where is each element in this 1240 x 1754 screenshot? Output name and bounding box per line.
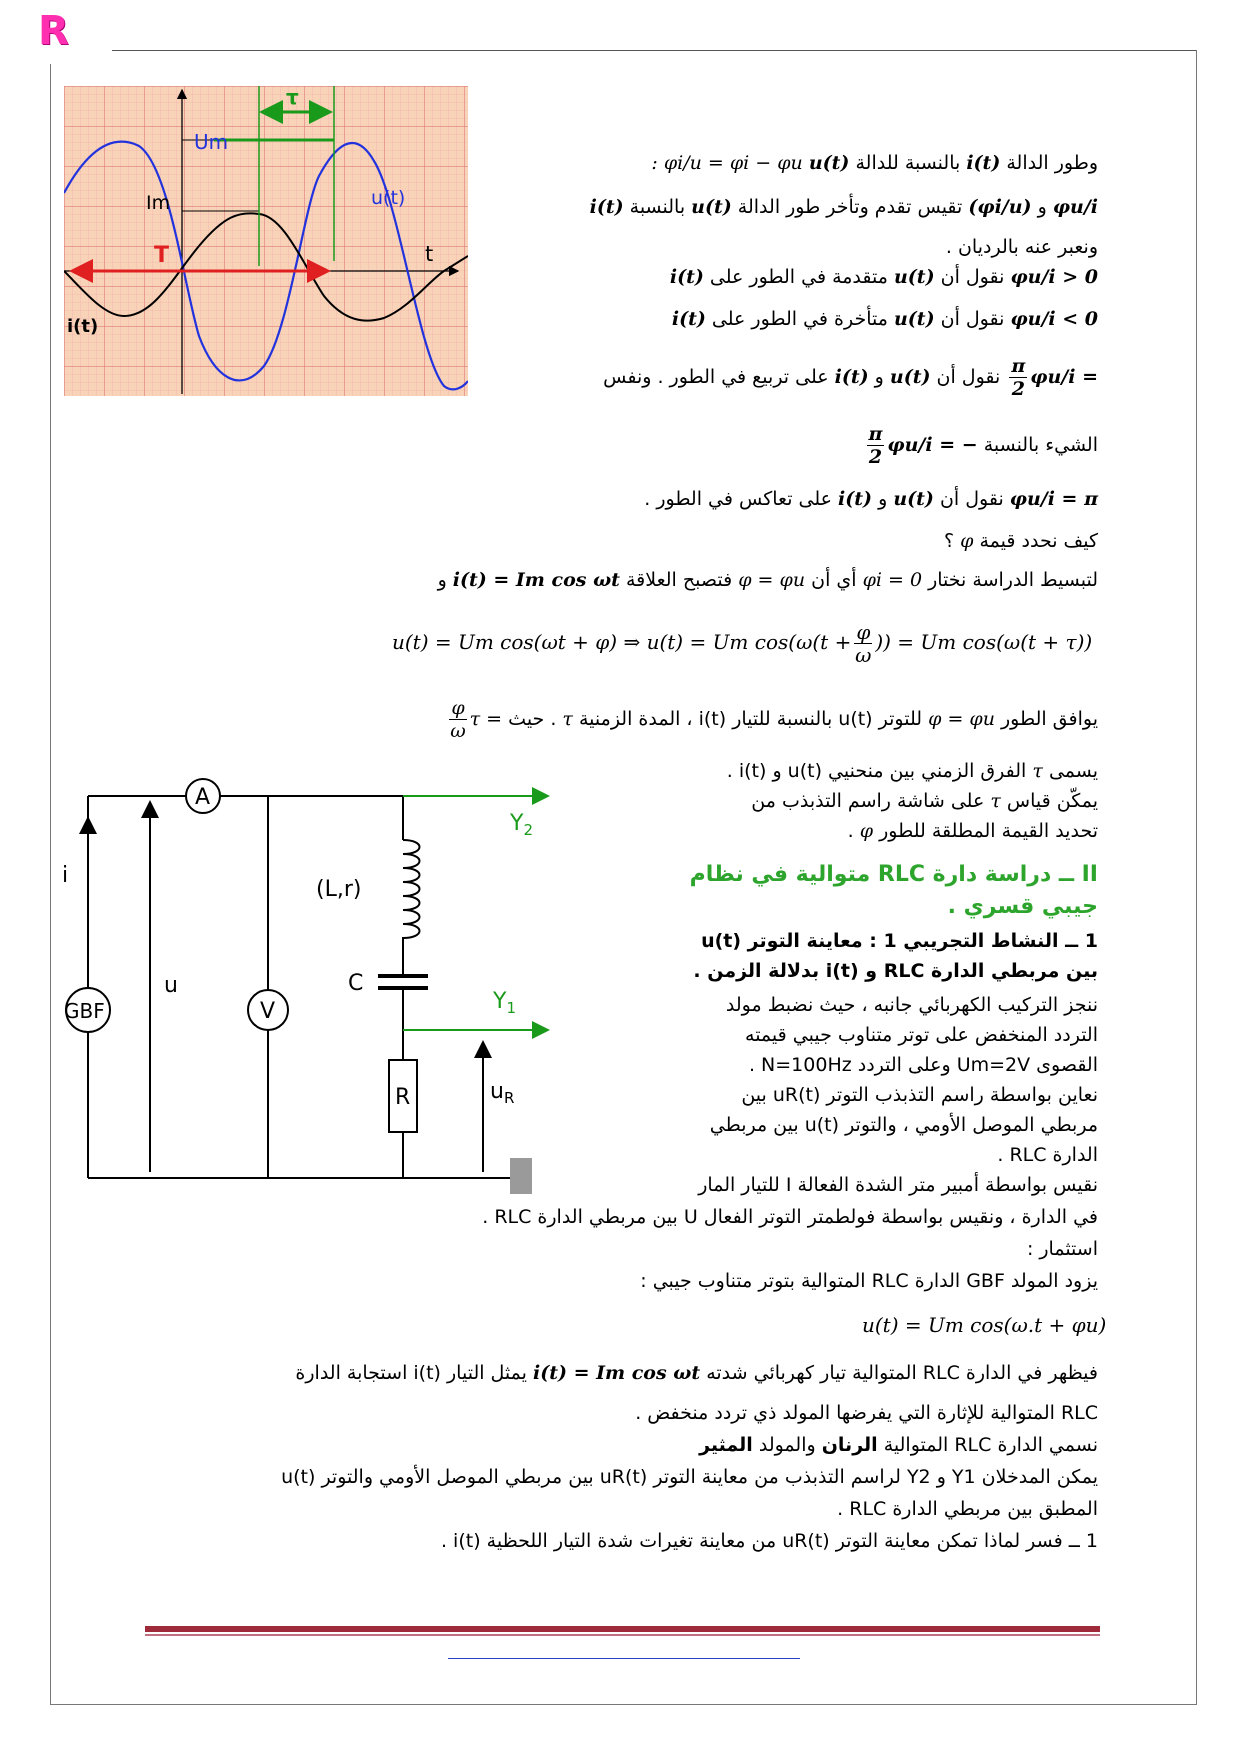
l6-say: نقول أن — [936, 366, 1001, 388]
para-line-12: RLC المتوالية للإثارة التي يفرضها المولد ذي تردد منخفض . — [635, 1402, 1098, 1424]
activity-heading-cont: بين مربطي الدارة RLC و i(t) بدلالة الزمن . — [693, 960, 1098, 982]
l4-say: نقول أن — [940, 266, 1005, 288]
l11-tau2: τ = — [469, 708, 503, 730]
para-line-3: القصوى Um=2V وعلى التردد N=100Hz . — [748, 1054, 1098, 1076]
l13-pre: يمكّن قياس — [1006, 790, 1098, 812]
label-ammeter: A — [195, 785, 211, 810]
l7-num: π — [868, 423, 883, 445]
question-1: 1 ــ فسر لماذا تمكن معاينة التوتر uR(t) من معاينة تغيرات شدة التيار اللحظية i(t) . — [440, 1530, 1098, 1552]
label-current: i — [62, 863, 69, 888]
l13-rest: على شاشة راسم التذبذب من — [751, 790, 985, 812]
p11-pre: فيظهر في الدارة RLC المتوالية تيار كهربائي شدته — [706, 1362, 1098, 1384]
line-phase-lead — [670, 262, 1098, 292]
p11-rest: يمثل التيار i(t) استجابة الدارة — [295, 1362, 527, 1384]
l8-rest: على تعاكس في الطور . — [644, 488, 832, 510]
para-line-4: نعاين بواسطة راسم التذبذب التوتر uR(t) بين — [741, 1084, 1098, 1106]
line-how-phi — [944, 526, 1098, 556]
l1-ut: u(t) — [808, 152, 850, 174]
l6-ut: u(t) — [889, 366, 931, 388]
p13-a: نسمي الدارة RLC المتوالية — [883, 1434, 1098, 1456]
p13-b: الرنان — [821, 1434, 878, 1456]
l10-eq1: φi = 0 — [862, 569, 923, 591]
logo: R — [38, 8, 69, 54]
label-ur-main: u — [490, 1079, 504, 1104]
l5-rest: متأخرة في الطور على — [711, 308, 888, 330]
label-inductor: (L,r) — [316, 877, 362, 902]
oscillogram-graph — [64, 86, 468, 396]
label-ur — [490, 1079, 514, 1107]
l1-eq: : φi/u = φi − φu — [651, 152, 803, 174]
graph-grid — [64, 86, 468, 396]
l4-cond: φu/i > 0 — [1010, 266, 1098, 288]
label-y1-main: Y — [493, 989, 507, 1014]
footer-rule — [145, 1626, 1100, 1632]
para-line-11 — [295, 1358, 1098, 1388]
l11-tau: τ — [562, 708, 573, 730]
frame-left — [50, 64, 51, 1704]
frame-right — [1196, 50, 1197, 1704]
label-tau: τ — [286, 86, 299, 109]
eq-main-num: φ — [856, 620, 871, 644]
l10-and: و — [437, 569, 447, 591]
activity-heading: 1 ــ النشاط التجريبي 1 : معاينة التوتر u(t) — [701, 930, 1098, 952]
l14-pre: تحديد القيمة المطلقة للطور — [879, 820, 1098, 842]
l6-frac — [1009, 355, 1027, 400]
l11-where: . حيث — [508, 708, 557, 730]
line-phase-measure — [590, 192, 1098, 222]
l8-say: نقول أن — [939, 488, 1004, 510]
l4-it: i(t) — [669, 266, 704, 288]
para-line-7: نقيس بواسطة أمبير متر الشدة الفعالة I للتيار المار — [698, 1174, 1098, 1196]
l1-mid: بالنسبة للدالة — [855, 152, 961, 174]
label-y2 — [509, 811, 533, 839]
l5-ut: u(t) — [893, 308, 935, 330]
line-phase-opposition — [644, 484, 1098, 514]
l9-phi: φ — [960, 530, 974, 552]
l6-it: i(t) — [834, 366, 869, 388]
l11-den: ω — [450, 720, 466, 742]
label-ur-sub: R — [503, 1089, 515, 1107]
p13-c: والمولد — [758, 1434, 816, 1456]
line-tau-measure — [751, 786, 1098, 816]
l8-and: و — [878, 488, 888, 510]
line-phase-abs — [848, 816, 1098, 846]
l7-den: 2 — [868, 446, 883, 468]
line-phase-lag — [672, 304, 1098, 334]
label-it: i(t) — [67, 316, 99, 337]
label-voltage-u: u — [164, 973, 178, 998]
label-t-axis: t — [425, 242, 434, 266]
label-period: T — [154, 243, 170, 268]
l6-rest: على تربيع في الطور . ونفس — [603, 366, 829, 388]
line-phase-quadrature — [603, 352, 1098, 402]
l14-phi: φ — [859, 820, 874, 842]
l8-phi: φu/i = π — [1009, 488, 1098, 510]
l13-tau: τ — [990, 790, 1001, 812]
label-resistor: R — [395, 1085, 411, 1110]
line-phase-definition — [651, 148, 1098, 178]
l1-pre: وطور الدالة — [1006, 152, 1098, 174]
l2-mid: تقيس تقدم وتأخر طور الدالة — [737, 196, 963, 218]
exploitation-label: استثمار : — [1026, 1238, 1098, 1260]
l14-end: . — [847, 820, 854, 842]
l1-it: i(t) — [966, 152, 1001, 174]
section-heading: II ــ دراسة دارة RLC متوالية في نظام — [689, 862, 1098, 887]
header-rule — [112, 50, 1197, 51]
equation-u-generator: u(t) = Um cos(ω.t + φu) — [862, 1313, 1107, 1337]
l7-frac — [867, 423, 885, 468]
para-line-13 — [699, 1430, 1098, 1460]
l11-frac — [449, 697, 466, 742]
l2-a: φu/i — [1052, 196, 1098, 218]
eq-main-frac — [854, 621, 872, 666]
inductor-coil — [403, 840, 420, 940]
section-heading-cont: جيبي قسري . — [947, 894, 1098, 919]
l10-eq3: i(t) = Im cos ωt — [452, 569, 620, 591]
eq-main-den: ω — [855, 643, 872, 667]
label-ut: u(t) — [371, 187, 406, 209]
label-im: Im — [146, 192, 171, 214]
p13-d: المثير — [699, 1434, 753, 1456]
l12-rest: الفرق الزمني بين منحنيي u(t) و i(t) . — [726, 760, 1027, 782]
l7-phi: φu/i = − — [887, 434, 978, 456]
l9-q: ؟ — [944, 530, 955, 552]
l2-it: i(t) — [589, 196, 624, 218]
label-capacitor: C — [348, 971, 364, 996]
para-line-2: التردد المنخفض على توتر متناوب جيبي قيمته — [745, 1024, 1098, 1046]
para-line-8: في الدارة ، ونقيس بواسطة فولطمتر التوتر الفعال U بين مربطي الدارة RLC . — [482, 1206, 1098, 1228]
para-line-1: ننجز التركيب الكهربائي جانبه ، حيث نضبط مولد — [725, 994, 1098, 1016]
label-um: Um — [194, 130, 229, 154]
eq-main-b: )) = Um cos(ω(t + τ)) — [875, 630, 1093, 654]
l11-mid: للتوتر u(t) بالنسبة للتيار i(t) ، المدة الزمنية — [578, 708, 923, 730]
line-simplify — [438, 565, 1098, 595]
l11-pre: يوافق الطور — [1001, 708, 1098, 730]
line-phase-quadrature-neg — [864, 420, 1099, 470]
label-y2-sub: 2 — [523, 821, 533, 839]
label-gbf: GBF — [64, 999, 105, 1023]
ground-symbol — [510, 1158, 532, 1194]
l12-tau: τ — [1032, 760, 1043, 782]
eq-main-a: u(t) = Um cos(ωt + φ) ⇒ u(t) = Um cos(ω(t + — [392, 630, 852, 654]
l9-pre: كيف نحدد قيمة — [979, 530, 1098, 552]
l7-pre: الشيء بالنسبة — [983, 434, 1098, 456]
l2-and: و — [1037, 196, 1047, 218]
para-line-15: المطبق بين مربطي الدارة RLC . — [837, 1498, 1098, 1520]
l6-and: و — [874, 366, 884, 388]
line-radian: ونعبر عنه بالرديان . — [945, 236, 1098, 258]
l12-pre: يسمى — [1048, 760, 1098, 782]
label-voltmeter: V — [260, 999, 276, 1024]
label-y1-sub: 1 — [506, 999, 516, 1017]
equation-u-of-t — [392, 612, 1092, 672]
l11-eq: φ = φu — [928, 708, 995, 730]
l5-cond: φu/i < 0 — [1010, 308, 1098, 330]
l5-it: i(t) — [671, 308, 706, 330]
footer-rule-thin — [145, 1634, 1100, 1636]
line-tau-def — [446, 694, 1098, 744]
para-line-10: يزود المولد GBF الدارة RLC المتوالية بتوتر متناوب جيبي : — [640, 1270, 1098, 1292]
label-y1 — [492, 989, 516, 1017]
label-y2-main: Y — [510, 811, 524, 836]
l5-say: نقول أن — [940, 308, 1005, 330]
para-line-5: مربطي الموصل الأومي ، والتوتر u(t) بين مربطي — [709, 1114, 1098, 1136]
l10-eq2: φ = φu — [738, 569, 806, 591]
l10-mid: أي أن — [811, 569, 857, 591]
l11-num: φ — [451, 697, 465, 719]
line-tau-name — [727, 756, 1098, 786]
l8-ut: u(t) — [893, 488, 934, 510]
para-line-14: يمكن المدخلان Y1 و Y2 لراسم التذبذب من معاينة التوتر uR(t) بين مربطي الموصل الأومي والتوتر u(t) — [281, 1466, 1098, 1488]
l8-it: i(t) — [838, 488, 873, 510]
rlc-circuit-diagram — [58, 770, 560, 1198]
l2-ut: u(t) — [691, 196, 732, 218]
l4-ut: u(t) — [893, 266, 935, 288]
l6-phi: φu/i = — [1030, 366, 1098, 388]
l2-rel: بالنسبة — [629, 196, 686, 218]
l6-num: π — [1011, 355, 1026, 377]
para-line-6: الدارة RLC . — [997, 1144, 1098, 1166]
l10-pre: لتبسيط الدراسة نختار — [928, 569, 1098, 591]
l2-b: (φi/u) — [968, 196, 1032, 218]
l10-rest: فتصبح العلاقة — [626, 569, 733, 591]
p11-eq: i(t) = Im cos ωt — [533, 1362, 701, 1384]
l6-den: 2 — [1011, 378, 1025, 400]
l4-rest: متقدمة في الطور على — [709, 266, 888, 288]
footer-link-line — [448, 1658, 800, 1659]
frame-bottom — [50, 1704, 1197, 1705]
